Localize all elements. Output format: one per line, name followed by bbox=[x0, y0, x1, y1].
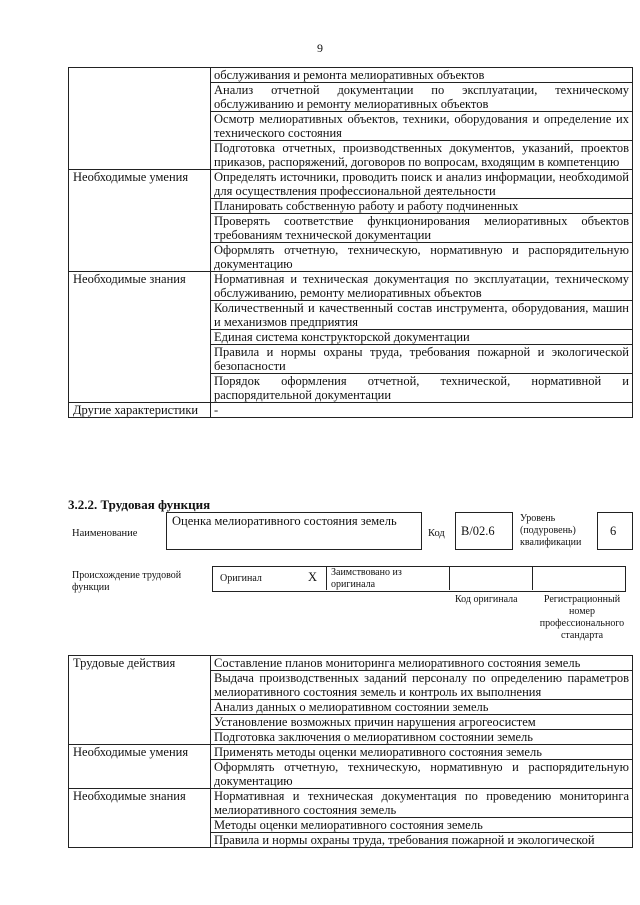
row-item: Установление возможных причин нарушения агрогеосистем bbox=[211, 715, 633, 730]
table-row bbox=[69, 272, 633, 301]
row-item: Нормативная и техническая документация по эксплуатации, техническому обслуживанию, ремонту мелиоративных объектов bbox=[211, 272, 633, 301]
row-item: Анализ данных о мелиоративном состоянии земель bbox=[211, 700, 633, 715]
row-item: Правила и нормы охраны труда, требования пожарной и экологической безопасности bbox=[211, 345, 633, 374]
row-item: Анализ отчетной документации по эксплуатации, техническому обслуживанию и ремонту мелиоративных объектов bbox=[211, 83, 633, 112]
row-item: Составление планов мониторинга мелиоративного состояния земель bbox=[211, 656, 633, 671]
borrowed-label: Заимствовано из оригинала bbox=[331, 567, 402, 590]
row-label: Необходимые умения bbox=[69, 170, 211, 272]
row-label: Другие характеристики bbox=[69, 403, 211, 418]
code-label: Код bbox=[428, 528, 445, 539]
row-item: Проверять соответствие функционирования мелиоративных объектов требованиям технической документации bbox=[211, 214, 633, 243]
row-item: Единая система конструкторской документации bbox=[211, 330, 633, 345]
name-label: Наименование bbox=[72, 528, 138, 539]
row-item: Подготовка отчетных, производственных документов, указаний, проектов приказов, распоряжений, договоров по вопросам, входящим в компетенцию bbox=[211, 141, 633, 170]
page-number: 9 bbox=[317, 41, 323, 55]
table-row bbox=[69, 745, 633, 760]
table-row bbox=[69, 656, 633, 671]
original-label: Оригинал bbox=[220, 573, 262, 584]
row-item: Методы оценки мелиоративного состояния земель bbox=[211, 818, 633, 833]
row-item: Определять источники, проводить поиск и анализ информации, необходимой для осуществления профессиональной деятельности bbox=[211, 170, 633, 199]
row-item: Выдача производственных заданий персоналу по определению параметров мелиоративного состояния земель и контроль их выполнения bbox=[211, 671, 633, 700]
original-code-label: Код оригинала bbox=[455, 594, 518, 605]
reg-number-label: Регистрационный номер профессионального стандарта bbox=[539, 594, 625, 641]
row-item: Планировать собственную работу и работу подчиненных bbox=[211, 199, 633, 214]
row-item: Осмотр мелиоративных объектов, техники, оборудования и определение их технического состояния bbox=[211, 112, 633, 141]
row-label: Необходимые знания bbox=[69, 272, 211, 403]
origin-label: Происхождение трудовой функции bbox=[72, 570, 182, 593]
row-item: Нормативная и техническая документация по проведению мониторинга мелиоративного состояния земель bbox=[211, 789, 633, 818]
row-label: Необходимые знания bbox=[69, 789, 211, 848]
row-item: Правила и нормы охраны труда, требования пожарной и экологической bbox=[211, 833, 633, 848]
original-mark: X bbox=[308, 570, 318, 584]
level-label: Уровень (подуровень) квалификации bbox=[520, 513, 582, 548]
table-row bbox=[69, 789, 633, 818]
row-item: - bbox=[211, 403, 633, 418]
row-label: Трудовые действия bbox=[69, 656, 211, 745]
skills-table-continued bbox=[68, 67, 633, 418]
row-item: Порядок оформления отчетной, технической, нормативной и распорядительной документации bbox=[211, 374, 633, 403]
level-value: 6 bbox=[610, 524, 617, 538]
row-item: Количественный и качественный состав инструмента, оборудования, машин и механизмов предприятия bbox=[211, 301, 633, 330]
row-label: Необходимые умения bbox=[69, 745, 211, 789]
row-item: Оформлять отчетную, техническую, нормативную и распорядительную документацию bbox=[211, 243, 633, 272]
row-item: Применять методы оценки мелиоративного состояния земель bbox=[211, 745, 633, 760]
row-item: Подготовка заключения о мелиоративном состоянии земель bbox=[211, 730, 633, 745]
table-row bbox=[69, 170, 633, 199]
row-item: Оформлять отчетную, техническую, нормативную и распорядительную документацию bbox=[211, 760, 633, 789]
code-value: В/02.6 bbox=[461, 524, 495, 538]
row-item: обслуживания и ремонта мелиоративных объектов bbox=[211, 68, 633, 83]
table-row bbox=[69, 403, 633, 418]
table-row bbox=[69, 68, 633, 83]
labor-function-table bbox=[68, 655, 633, 848]
name-value: Оценка мелиоративного состояния земель bbox=[172, 514, 397, 528]
row-label bbox=[69, 68, 211, 170]
section-title: 3.2.2. Трудовая функция bbox=[68, 497, 211, 512]
